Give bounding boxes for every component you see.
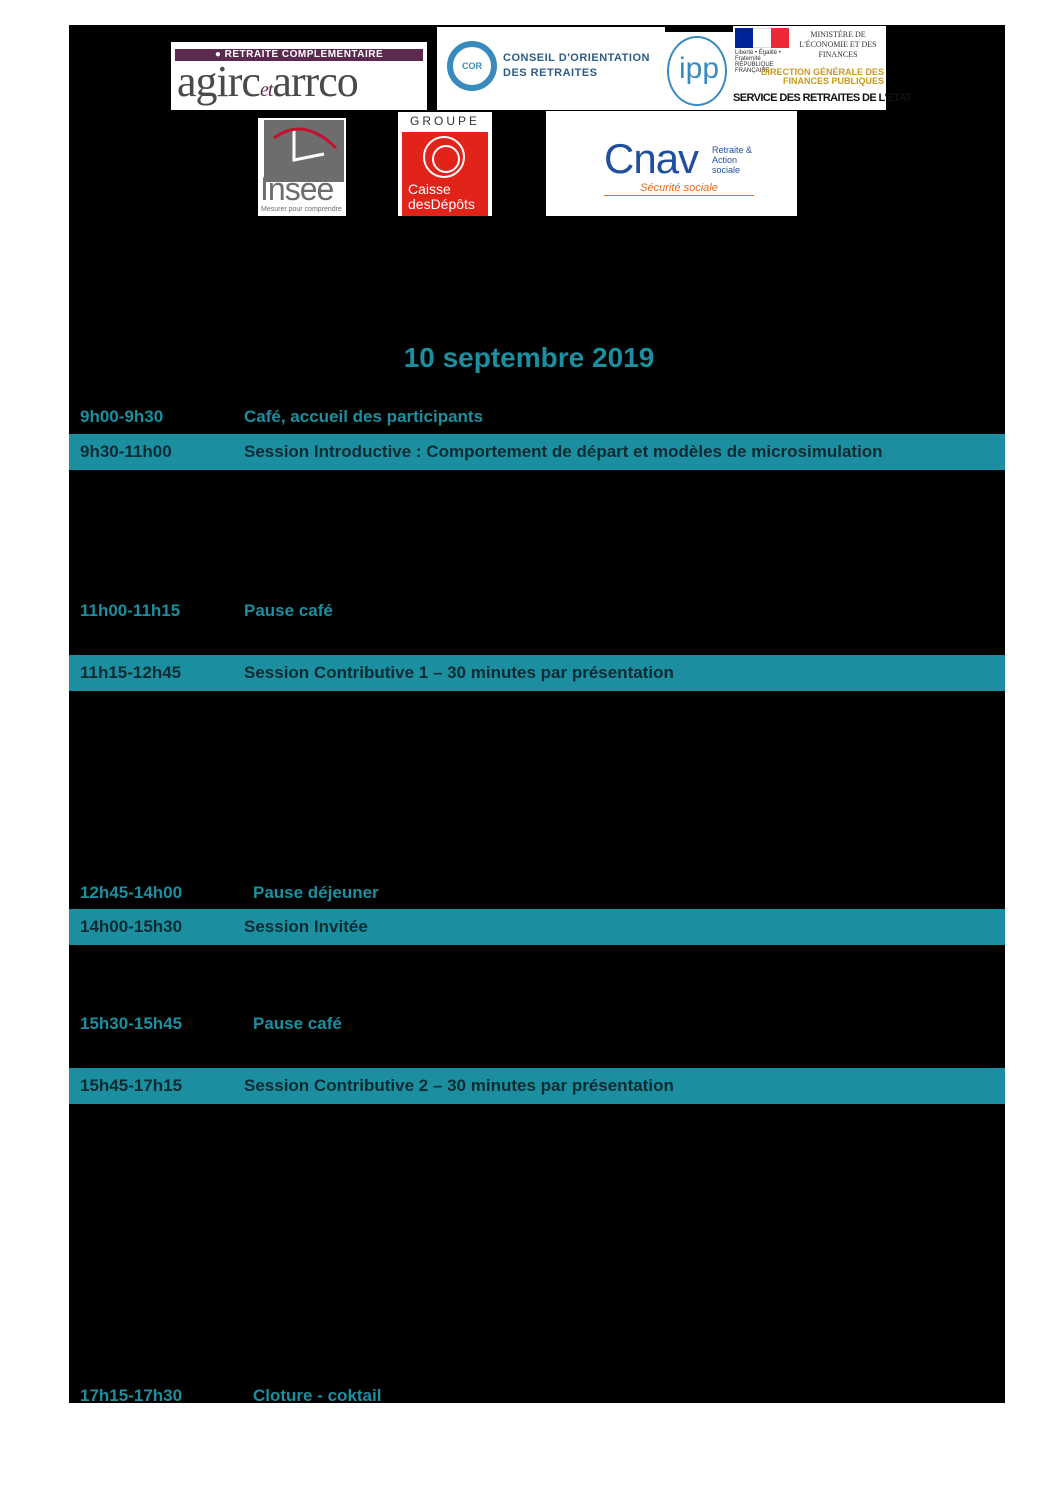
agenda-time: 11h00-11h15 xyxy=(80,601,181,620)
agenda-label: Session Introductive : Comportement de départ et modèles de microsimulation xyxy=(244,442,883,461)
caisse-des-depots-logo xyxy=(398,112,492,216)
agenda-session-row xyxy=(69,434,1005,470)
agenda-label: Session Contributive 2 – 30 minutes par présentation xyxy=(244,1076,674,1095)
agenda-time: 14h00-15h30 xyxy=(80,917,183,936)
agenda-label: Café, accueil des participants xyxy=(244,407,484,426)
ipp-logo xyxy=(665,32,733,110)
cnav-wordmark: Cnav xyxy=(604,135,699,182)
agenda-label: Pause café xyxy=(253,1014,342,1033)
republique-francaise-text: Liberté • Égalité • Fraternité RÉPUBLIQUE FRANÇAISE xyxy=(735,50,781,74)
agenda-label: Pause déjeuner xyxy=(253,883,379,902)
agenda-time: 9h30-11h00 xyxy=(80,442,172,461)
agenda-session-row xyxy=(69,655,1005,691)
cor-mark: COR xyxy=(447,41,497,91)
program-page xyxy=(69,25,1005,1403)
agenda-row xyxy=(69,399,1005,435)
ipp-mark: ipp xyxy=(678,52,720,85)
agenda-label: Cloture - coktail xyxy=(253,1386,382,1405)
agenda-time: 11h15-12h45 xyxy=(80,663,182,682)
cnav-secu-text: Sécurité sociale xyxy=(604,181,754,196)
agenda-label: Session Invitée xyxy=(244,917,368,936)
cor-name-line2: DES RETRAITES xyxy=(503,67,598,79)
cdc-name-line2: desDépôts xyxy=(408,196,475,212)
cdc-red-box xyxy=(402,132,488,216)
direction-generale-text: DIRECTION GÉNÉRALE DES FINANCES PUBLIQUES xyxy=(760,67,884,86)
service-retraites-text: SERVICE DES RETRAITES DE L'ETAT xyxy=(733,92,912,104)
agenda-label: Pause café xyxy=(244,601,333,620)
ministere-text: MINISTÈRE DE L'ÉCONOMIE ET DES FINANCES xyxy=(799,30,877,59)
agenda-label: Session Contributive 1 – 30 minutes par présentation xyxy=(244,663,674,682)
agenda-row xyxy=(69,593,1005,629)
agirc-arrco-logo xyxy=(171,42,427,110)
marianne-flag-icon xyxy=(735,28,789,48)
agenda-time: 12h45-14h00 xyxy=(80,883,183,902)
cnav-side-text: Retraite & Action sociale xyxy=(712,145,753,175)
cdc-seal-icon xyxy=(423,136,465,178)
agenda-row xyxy=(69,1006,1005,1042)
program-date: 10 septembre 2019 xyxy=(403,342,655,373)
cor-logo xyxy=(437,27,665,110)
insee-wordmark: Insee xyxy=(260,171,334,207)
cdc-groupe-label: GROUPE xyxy=(409,114,480,128)
agirc-arrco-band: ● RETRAITE COMPLEMENTAIRE xyxy=(175,49,423,61)
cor-name-line1: CONSEIL D'ORIENTATION xyxy=(503,52,650,64)
agenda-row xyxy=(69,1378,1005,1414)
insee-logo xyxy=(258,118,346,216)
cdc-name-line1: Caisse xyxy=(408,181,451,197)
agenda-session-row xyxy=(69,1068,1005,1104)
agenda-row xyxy=(69,875,1005,911)
insee-tagline: Mesurer pour comprendre xyxy=(261,206,342,213)
agenda-time: 15h30-15h45 xyxy=(80,1014,183,1033)
agenda-session-row xyxy=(69,909,1005,945)
agenda-time: 17h15-17h30 xyxy=(80,1386,183,1405)
cnav-logo xyxy=(546,111,797,216)
dgfip-logo xyxy=(733,26,912,110)
agenda-time: 15h45-17h15 xyxy=(80,1076,183,1095)
agenda-time: 9h00-9h30 xyxy=(80,407,164,426)
agirc-arrco-wordmark: agircetarrco xyxy=(177,57,358,106)
